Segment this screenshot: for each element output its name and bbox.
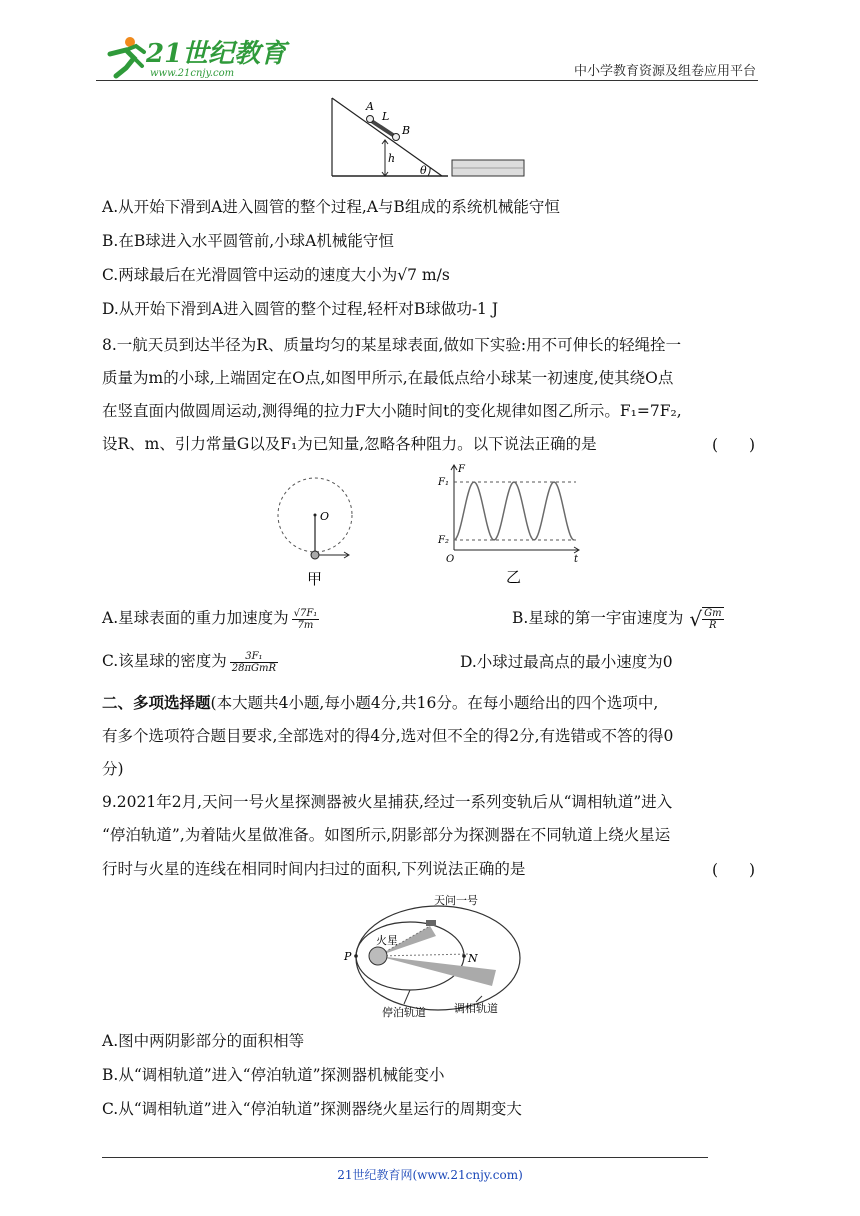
q8-option-a-label: A.星球表面的重力加速度为 bbox=[102, 609, 289, 627]
logo-url: www.21cnjy.com bbox=[150, 68, 235, 79]
q8-option-d: D.小球过最高点的最小速度为0 bbox=[460, 653, 673, 671]
runner-icon bbox=[110, 37, 144, 76]
q8-option-b-label: B.星球的第一宇宙速度为 bbox=[512, 609, 684, 627]
label-P: P bbox=[344, 950, 352, 963]
footer-divider bbox=[102, 1157, 708, 1158]
site-logo bbox=[96, 32, 287, 80]
header-divider bbox=[96, 80, 758, 81]
section-instructions: (本大题共4小题,每小题4分,共16分。在每小题给出的四个选项中, bbox=[210, 694, 659, 712]
q8-option-b bbox=[512, 607, 727, 631]
q8-line3: 在竖直面内做圆周运动,测得绳的拉力F大小随时间t的变化规律如图乙所示。F₁=7F₂, bbox=[102, 402, 682, 420]
label-probe: 天问一号 bbox=[434, 894, 478, 907]
sqrt-icon: √ bbox=[689, 607, 703, 631]
section-title: 二、多项选择题 bbox=[102, 693, 211, 712]
probe-icon bbox=[426, 920, 436, 926]
q8-line4: 设R、m、引力常量G以及F₁为已知量,忽略各种阻力。以下说法正确的是 bbox=[102, 435, 597, 453]
q8-option-c-label: C.该星球的密度为 bbox=[102, 652, 227, 670]
q9-line1: 9.2021年2月,天问一号火星探测器被火星捕获,经过一系列变轨后从“调相轨道”进入 bbox=[102, 793, 673, 811]
footer-link[interactable]: 21世纪教育网(www.21cnjy.com) bbox=[337, 1168, 523, 1182]
q7-option-a: A.从开始下滑到A进入圆管的整个过程,A与B组成的系统机械能守恒 bbox=[102, 198, 560, 216]
figure-jia bbox=[270, 468, 366, 598]
q9-option-c: C.从“调相轨道”进入“停泊轨道”探测器绕火星运行的周期变大 bbox=[102, 1100, 522, 1118]
q7-option-d: D.从开始下滑到A进入圆管的整个过程,轻杆对B球做功-1 J bbox=[102, 300, 499, 318]
label-h: h bbox=[388, 152, 396, 165]
q7-option-c: C.两球最后在光滑圆管中运动的速度大小为√7 m/s bbox=[102, 266, 450, 284]
caption-jia: 甲 bbox=[307, 570, 323, 588]
q9-option-a: A.图中两阴影部分的面积相等 bbox=[102, 1032, 305, 1050]
label-theta: θ bbox=[420, 164, 427, 177]
q9-line2: “停泊轨道”,为着陆火星做准备。如图所示,阴影部分为探测器在不同轨道上绕火星运 bbox=[102, 826, 671, 844]
label-F1: F₁ bbox=[438, 477, 449, 488]
label-orbit-phasing: 调相轨道 bbox=[454, 1002, 498, 1015]
figure-orbits bbox=[336, 888, 522, 1020]
q9-answer-paren: ( ) bbox=[712, 861, 756, 879]
q8-answer-paren: ( ) bbox=[712, 436, 756, 454]
label-B: B bbox=[402, 124, 411, 137]
label-O: O bbox=[320, 510, 330, 523]
logo-text: 21世纪教育 bbox=[146, 39, 287, 69]
label-F2: F₂ bbox=[438, 535, 449, 546]
q8-line2: 质量为m的小球,上端固定在O点,如图甲所示,在最低点给小球某一初速度,使其绕O点 bbox=[102, 369, 674, 387]
site-name: 中小学教育资源及组卷应用平台 bbox=[573, 63, 756, 78]
label-N: N bbox=[468, 952, 478, 965]
label-mars: 火星 bbox=[376, 934, 398, 947]
label-origin: O bbox=[446, 554, 455, 565]
caption-yi: 乙 bbox=[506, 568, 522, 586]
label-F: F bbox=[458, 464, 465, 475]
q8-option-c-fraction: $\frac{\text{3F₁}}{\text{28πGmR}}$ bbox=[231, 650, 277, 674]
q8-option-b-fraction: $\frac{Gm}{R}$ bbox=[704, 608, 722, 631]
section2-line2: 有多个选项符合题目要求,全部选对的得4分,选对但不全的得2分,有选错或不答的得0 bbox=[102, 727, 674, 745]
label-t: t bbox=[574, 554, 579, 565]
q8-option-a bbox=[102, 607, 322, 631]
section2-line3: 分) bbox=[102, 760, 124, 778]
q9-line3: 行时与火星的连线在相同时间内扫过的面积,下列说法正确的是 bbox=[102, 860, 526, 878]
q8-line1: 8.一航天员到达半径为R、质量均匀的某星球表面,做如下实验:用不可伸长的轻绳拴一 bbox=[102, 336, 682, 354]
q7-option-b: B.在B球进入水平圆管前,小球A机械能守恒 bbox=[102, 232, 394, 250]
label-orbit-parking: 停泊轨道 bbox=[382, 1006, 426, 1019]
q9-option-b: B.从“调相轨道”进入“停泊轨道”探测器机械能变小 bbox=[102, 1066, 445, 1084]
q8-option-a-fraction: $\frac{\text{√7F₁}}{7m}$ bbox=[293, 607, 318, 631]
figure-yi bbox=[436, 462, 586, 598]
section2-line1 bbox=[102, 692, 658, 714]
label-A: A bbox=[366, 100, 374, 113]
label-L: L bbox=[382, 110, 390, 123]
figure-incline bbox=[330, 96, 530, 182]
q8-option-c bbox=[102, 650, 281, 674]
